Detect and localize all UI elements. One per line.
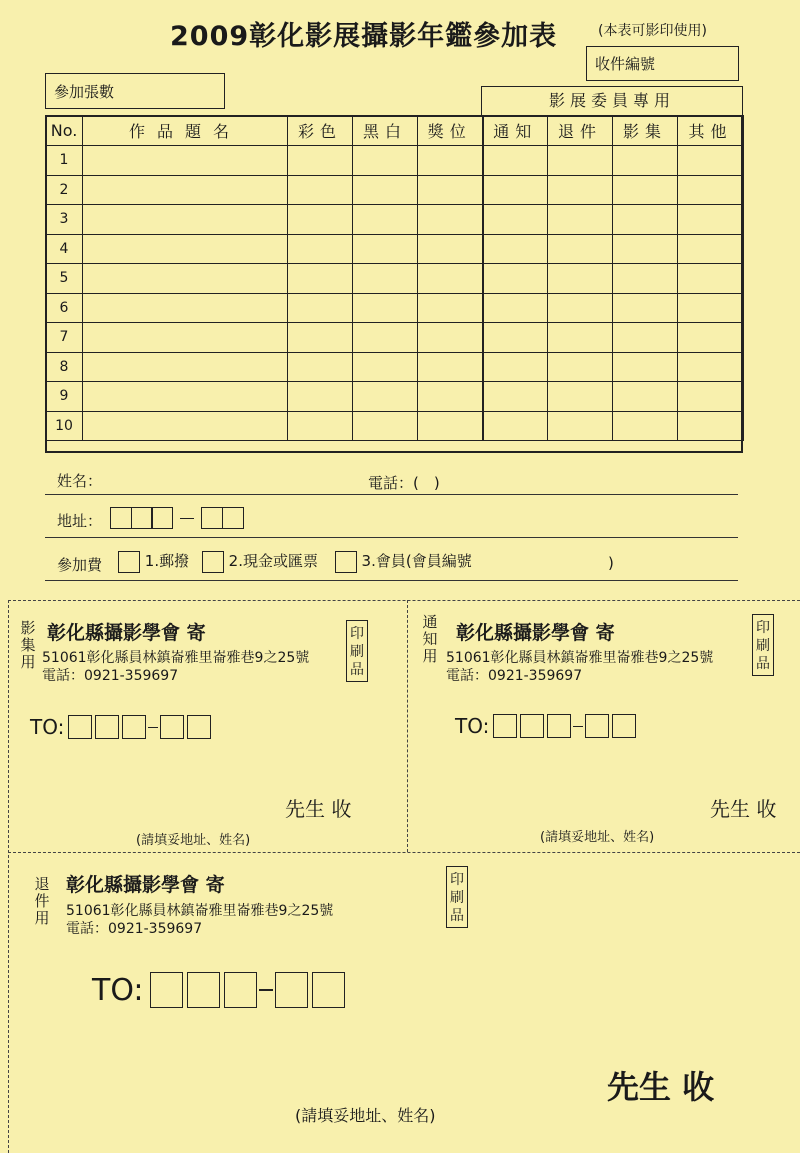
- fill-address-hint: (請填妥地址、姓名): [136, 833, 251, 848]
- recipient-postal-code[interactable]: [455, 714, 636, 738]
- table-cell[interactable]: [83, 382, 288, 412]
- table-cell[interactable]: [83, 205, 288, 235]
- postal-digit-box[interactable]: [131, 507, 153, 529]
- recipient-postal-code[interactable]: [92, 972, 345, 1008]
- table-cell[interactable]: [483, 382, 548, 412]
- table-cell[interactable]: [548, 323, 613, 353]
- table-header-row: [46, 116, 744, 146]
- table-cell[interactable]: [83, 323, 288, 353]
- table-cell[interactable]: [288, 411, 353, 441]
- table-cell[interactable]: [288, 146, 353, 176]
- table-cell[interactable]: [678, 146, 744, 176]
- printed-matter-stamp: [752, 614, 774, 676]
- purpose-char: 集: [20, 636, 36, 654]
- table-cell[interactable]: [678, 264, 744, 294]
- table-cell[interactable]: [613, 323, 678, 353]
- table-cell[interactable]: [613, 146, 678, 176]
- recipient-suffix: 先生 收: [285, 797, 352, 821]
- postal-digit-box[interactable]: [187, 972, 220, 1008]
- table-row: [46, 205, 744, 235]
- fee-member-checkbox[interactable]: [335, 551, 357, 573]
- table-cell[interactable]: [353, 293, 418, 323]
- envelope-purpose-label: [19, 620, 37, 671]
- table-cell[interactable]: [288, 323, 353, 353]
- purpose-char: 知: [422, 630, 438, 648]
- row-number: 10: [46, 411, 83, 441]
- col-header-bw: 黑白: [353, 116, 418, 146]
- table-cell[interactable]: [353, 411, 418, 441]
- table-cell[interactable]: [678, 323, 744, 353]
- table-row: [46, 175, 744, 205]
- stamp-char: 刷: [450, 890, 464, 906]
- table-cell[interactable]: [483, 205, 548, 235]
- to-label: TO:: [455, 714, 490, 738]
- purpose-char: 用: [422, 647, 438, 665]
- table-cell[interactable]: [483, 146, 548, 176]
- to-label: TO:: [92, 972, 144, 1008]
- table-cell[interactable]: [418, 323, 483, 353]
- postal-dash: [148, 727, 158, 728]
- postal-dash: [180, 518, 194, 519]
- entries-table: [45, 115, 744, 441]
- phone-input[interactable]: [420, 466, 720, 492]
- postal-digit-box[interactable]: [224, 972, 257, 1008]
- sender-address: 51061彰化縣員林鎮崙雅里崙雅巷9之25號: [446, 650, 714, 666]
- table-cell[interactable]: [353, 175, 418, 205]
- recipient-postal-code[interactable]: [30, 715, 211, 739]
- stamp-char: 刷: [756, 638, 770, 654]
- table-cell[interactable]: [353, 146, 418, 176]
- postal-digit-box[interactable]: [493, 714, 517, 738]
- stamp-char: 刷: [350, 644, 364, 660]
- table-cell[interactable]: [418, 146, 483, 176]
- fee-line: [45, 580, 738, 581]
- table-cell[interactable]: [483, 293, 548, 323]
- sender-org: 彰化縣攝影學會 寄: [47, 622, 206, 644]
- postal-digit-box[interactable]: [160, 715, 184, 739]
- col-header-return: 退件: [548, 116, 613, 146]
- table-cell[interactable]: [353, 323, 418, 353]
- table-cell[interactable]: [548, 352, 613, 382]
- table-cell[interactable]: [678, 382, 744, 412]
- table-cell[interactable]: [483, 264, 548, 294]
- postal-digit-box[interactable]: [585, 714, 609, 738]
- table-cell[interactable]: [548, 382, 613, 412]
- fee-postal-checkbox[interactable]: [118, 551, 140, 573]
- envelope-purpose-label: [421, 614, 439, 665]
- purpose-char: 退: [34, 875, 50, 893]
- table-cell[interactable]: [483, 234, 548, 264]
- recipient-suffix: 先生 收: [607, 1068, 715, 1106]
- row-number: 4: [46, 234, 83, 264]
- table-cell[interactable]: [288, 175, 353, 205]
- row-number: 2: [46, 175, 83, 205]
- receipt-number-field[interactable]: [586, 46, 739, 81]
- row-number: 9: [46, 382, 83, 412]
- postal-digit-box[interactable]: [520, 714, 544, 738]
- table-cell[interactable]: [678, 234, 744, 264]
- table-cell[interactable]: [548, 205, 613, 235]
- table-cell[interactable]: [353, 352, 418, 382]
- fee-option-member: 3.會員(會員編號: [361, 552, 472, 570]
- table-cell[interactable]: [483, 175, 548, 205]
- stamp-char: 品: [350, 662, 364, 678]
- table-cell[interactable]: [548, 411, 613, 441]
- page-title: 2009彰化影展攝影年鑑參加表: [170, 21, 558, 52]
- postal-digit-box[interactable]: [122, 715, 146, 739]
- address-input[interactable]: [250, 505, 730, 533]
- table-cell[interactable]: [288, 382, 353, 412]
- table-cell[interactable]: [353, 382, 418, 412]
- purpose-char: 件: [34, 892, 50, 910]
- postal-digit-box[interactable]: [110, 507, 132, 529]
- sender-phone: 電話：0921-359697: [42, 668, 179, 684]
- table-cell[interactable]: [418, 382, 483, 412]
- table-cell[interactable]: [353, 264, 418, 294]
- committee-header: [481, 86, 743, 116]
- table-cell[interactable]: [353, 205, 418, 235]
- postal-digit-box[interactable]: [312, 972, 345, 1008]
- col-header-title: 作品題名: [83, 116, 288, 146]
- table-cell[interactable]: [288, 293, 353, 323]
- table-cell[interactable]: [678, 411, 744, 441]
- postal-digit-box[interactable]: [150, 972, 183, 1008]
- sender-address: 51061彰化縣員林鎮崙雅里崙雅巷9之25號: [66, 903, 334, 919]
- table-row: [46, 146, 744, 176]
- table-row: [46, 382, 744, 412]
- table-cell[interactable]: [418, 411, 483, 441]
- table-row: [46, 323, 744, 353]
- fee-cash-checkbox[interactable]: [202, 551, 224, 573]
- table-cell[interactable]: [548, 146, 613, 176]
- sender-address: 51061彰化縣員林鎮崙雅里崙雅巷9之25號: [42, 650, 310, 666]
- postal-dash: [259, 989, 273, 991]
- printed-matter-stamp: [446, 866, 468, 928]
- recipient-suffix: 先生 收: [710, 797, 777, 821]
- address-line: [45, 537, 738, 538]
- table-cell[interactable]: [418, 293, 483, 323]
- table-cell[interactable]: [613, 411, 678, 441]
- phone-label: 電話：( ): [368, 474, 440, 492]
- fee-label: 參加費: [57, 556, 103, 574]
- purpose-char: 通: [422, 613, 438, 631]
- purpose-char: 影: [20, 619, 36, 637]
- postal-code-boxes[interactable]: [110, 507, 244, 529]
- fee-options: [118, 550, 472, 573]
- table-cell[interactable]: [353, 234, 418, 264]
- receipt-number-label: 收件編號: [595, 55, 656, 73]
- table-cell[interactable]: [418, 175, 483, 205]
- table-cell[interactable]: [613, 175, 678, 205]
- table-cell[interactable]: [288, 264, 353, 294]
- sender-phone: 電話：0921-359697: [66, 921, 203, 937]
- row-number: 1: [46, 146, 83, 176]
- table-cell[interactable]: [483, 352, 548, 382]
- row-number: 7: [46, 323, 83, 353]
- cut-line-middle: [8, 852, 800, 853]
- table-cell[interactable]: [83, 146, 288, 176]
- postal-dash: [573, 726, 583, 727]
- name-label: 姓名：: [57, 472, 103, 490]
- fill-address-hint: (請填妥地址、姓名): [295, 1106, 436, 1125]
- envelope-purpose-label: [33, 876, 51, 927]
- table-cell[interactable]: [613, 205, 678, 235]
- table-cell[interactable]: [83, 293, 288, 323]
- table-cell[interactable]: [418, 264, 483, 294]
- postal-digit-box[interactable]: [222, 507, 244, 529]
- table-cell[interactable]: [83, 352, 288, 382]
- col-header-color: 彩色: [288, 116, 353, 146]
- name-phone-line: [45, 494, 738, 495]
- postal-digit-box[interactable]: [612, 714, 636, 738]
- table-cell[interactable]: [288, 205, 353, 235]
- cut-line-left: [8, 600, 9, 1153]
- table-row: [46, 234, 744, 264]
- committee-label: 影展委員專用: [548, 91, 675, 110]
- postal-digit-box[interactable]: [547, 714, 571, 738]
- fee-option-cash: 2.現金或匯票: [228, 552, 318, 570]
- stamp-char: 印: [450, 872, 464, 888]
- postal-digit-box[interactable]: [201, 507, 223, 529]
- col-header-notice: 通知: [483, 116, 548, 146]
- postal-digit-box[interactable]: [151, 507, 173, 529]
- purpose-char: 用: [34, 909, 50, 927]
- table-cell[interactable]: [83, 175, 288, 205]
- cut-line-top: [8, 600, 800, 601]
- col-header-no: No.: [46, 116, 83, 146]
- to-label: TO:: [30, 715, 65, 739]
- col-header-other: 其他: [678, 116, 744, 146]
- table-row: [46, 352, 744, 382]
- purpose-char: 用: [20, 653, 36, 671]
- table-cell[interactable]: [83, 411, 288, 441]
- table-row: [46, 411, 744, 441]
- table-cell[interactable]: [548, 234, 613, 264]
- table-cell[interactable]: [418, 352, 483, 382]
- postal-digit-box[interactable]: [187, 715, 211, 739]
- fee-member-close: ): [608, 554, 614, 572]
- cut-line-middle-vertical: [407, 600, 408, 852]
- table-cell[interactable]: [83, 234, 288, 264]
- entry-count-label: 參加張數: [54, 82, 115, 101]
- table-cell[interactable]: [483, 323, 548, 353]
- table-cell[interactable]: [83, 264, 288, 294]
- postal-digit-box[interactable]: [275, 972, 308, 1008]
- table-cell[interactable]: [613, 352, 678, 382]
- stamp-char: 印: [350, 626, 364, 642]
- postal-digit-box[interactable]: [95, 715, 119, 739]
- table-row: [46, 264, 744, 294]
- table-cell[interactable]: [613, 293, 678, 323]
- table-cell[interactable]: [418, 234, 483, 264]
- table-cell[interactable]: [548, 293, 613, 323]
- table-cell[interactable]: [418, 205, 483, 235]
- table-cell[interactable]: [548, 175, 613, 205]
- row-number: 8: [46, 352, 83, 382]
- table-cell[interactable]: [613, 264, 678, 294]
- fee-option-postal: 1.郵撥: [144, 552, 190, 570]
- printed-matter-stamp: [346, 620, 368, 682]
- col-header-album: 影集: [613, 116, 678, 146]
- stamp-char: 品: [756, 656, 770, 672]
- fill-address-hint: (請填妥地址、姓名): [540, 830, 655, 845]
- table-cell[interactable]: [678, 175, 744, 205]
- entry-count-field[interactable]: [45, 73, 225, 109]
- stamp-char: 印: [756, 620, 770, 636]
- sender-org: 彰化縣攝影學會 寄: [456, 622, 615, 644]
- table-cell[interactable]: [678, 205, 744, 235]
- sender-phone: 電話：0921-359697: [446, 668, 583, 684]
- table-cell[interactable]: [288, 234, 353, 264]
- name-input[interactable]: [100, 466, 350, 492]
- row-number: 5: [46, 264, 83, 294]
- table-cell[interactable]: [483, 411, 548, 441]
- table-cell[interactable]: [678, 293, 744, 323]
- table-row: [46, 293, 744, 323]
- copy-note: (本表可影印使用): [598, 23, 707, 39]
- table-cell[interactable]: [613, 234, 678, 264]
- address-label: 地址：: [57, 512, 103, 530]
- table-cell[interactable]: [678, 352, 744, 382]
- col-header-award: 獎位: [418, 116, 483, 146]
- table-cell[interactable]: [613, 382, 678, 412]
- row-number: 6: [46, 293, 83, 323]
- row-number: 3: [46, 205, 83, 235]
- stamp-char: 品: [450, 908, 464, 924]
- table-cell[interactable]: [548, 264, 613, 294]
- table-cell[interactable]: [288, 352, 353, 382]
- postal-digit-box[interactable]: [68, 715, 92, 739]
- sender-org: 彰化縣攝影學會 寄: [66, 874, 225, 896]
